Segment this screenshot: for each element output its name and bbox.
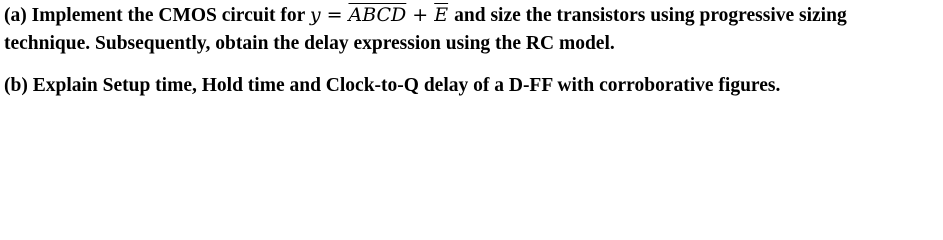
boolean-equation [310, 4, 454, 26]
equation-lhs: y [309, 4, 321, 26]
equation-complemented-term-e: $\overline{E}$ [434, 4, 449, 26]
question-a-continuation: technique. Subsequently, obtain the delay expression using the RC model. [4, 33, 615, 54]
question-a-text-before-equation: Implement the CMOS circuit for [31, 5, 305, 26]
question-a-line-1 [4, 3, 847, 28]
question-a-label: (a) [4, 5, 27, 26]
equation-plus: + [412, 4, 429, 26]
question-b-label: (b) [4, 75, 28, 96]
equation-equals: = [326, 4, 343, 26]
question-a-text-after-equation: and size the transistors using progressive sizing [454, 5, 847, 26]
question-b-text: Explain Setup time, Hold time and Clock-to-Q delay of a D-FF with corroborative figures. [32, 75, 781, 96]
equation-complemented-term: ABCD [348, 4, 407, 26]
question-b-line [4, 74, 780, 98]
question-a-line-2 [4, 32, 615, 56]
